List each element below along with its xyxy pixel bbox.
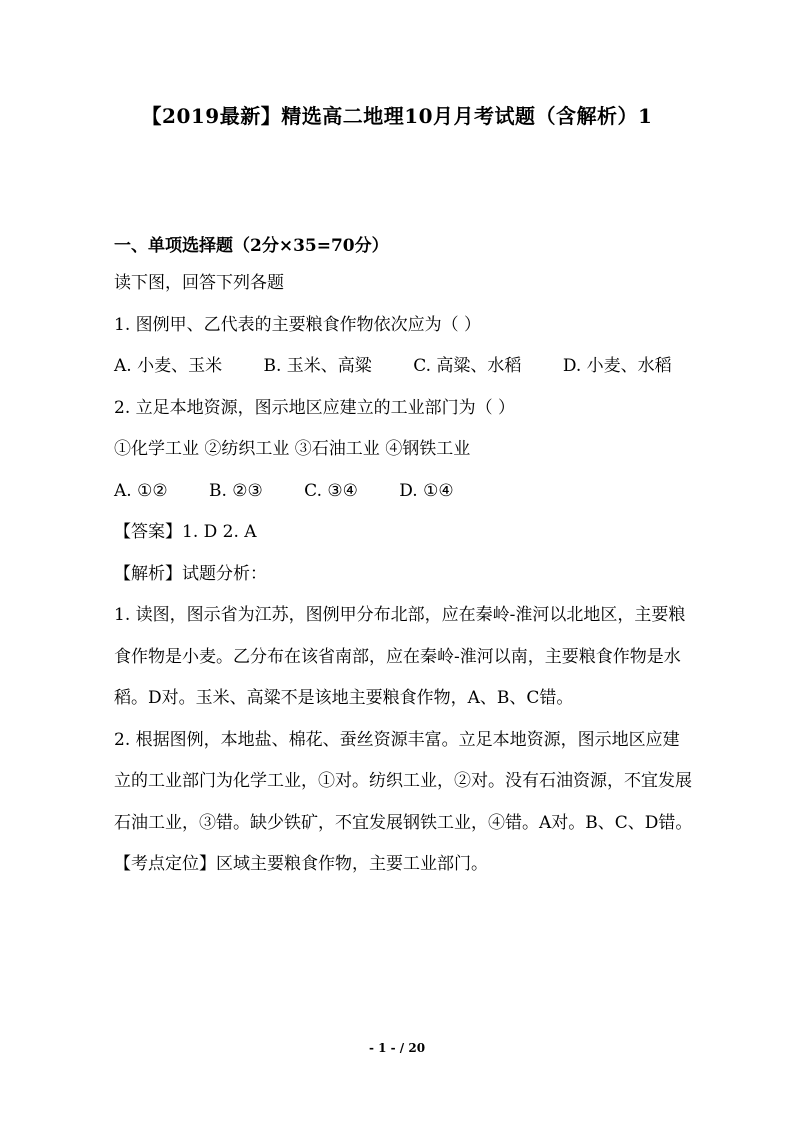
document-body xyxy=(114,263,696,886)
question-2-stem: 2. 立足本地资源，图示地区应建立的工业部门为（ ） xyxy=(114,397,516,418)
q2-option-c: C. ③④ xyxy=(304,480,358,501)
document-title: 【2019最新】精选高二地理10月月考试题（含解析）1 xyxy=(141,104,653,128)
q1-option-a: A. 小麦、玉米 xyxy=(114,356,223,376)
analysis-heading: 【解析】试题分析： xyxy=(114,563,267,584)
question-2-options xyxy=(114,471,696,513)
analysis-paragraph-2: 2. 根据图例，本地盐、棉花、蚕丝资源丰富。立足本地资源，图示地区应建立的工业部门为化学工业，①对。纺织工业，②对。没有石油资源，不宜发展石油工业，③错。缺少铁矿，不宜发展钢铁工业，④错。A对。B、C、D错。 xyxy=(114,729,693,833)
question-1-stem: 1. 图例甲、乙代表的主要粮食作物依次应为（ ） xyxy=(114,314,482,335)
q2-option-a: A. ①② xyxy=(114,480,168,501)
q1-option-c: C. 高粱、水稻 xyxy=(413,356,522,376)
section-heading: 一、单项选择题（2分×35=70分） xyxy=(114,236,389,256)
answer-line: 【答案】1. D 2. A xyxy=(114,522,257,542)
q1-option-d: D. 小麦、水稻 xyxy=(562,356,672,376)
question-1-options xyxy=(114,346,696,388)
page-number: - 1 - / 20 xyxy=(368,1041,426,1055)
intro-text: 读下图，回答下列各题 xyxy=(114,273,284,293)
q1-option-b: B. 玉米、高粱 xyxy=(263,356,372,376)
q2-option-b: B. ②③ xyxy=(208,480,263,501)
question-2-choices: ①化学工业 ②纺织工业 ③石油工业 ④钢铁工业 xyxy=(114,439,471,459)
kaodian-line: 【考点定位】区域主要粮食作物，主要工业部门。 xyxy=(114,854,488,874)
q2-option-d: D. ①④ xyxy=(399,480,454,501)
analysis-paragraph-1: 1. 读图，图示省为江苏，图例甲分布北部，应在秦岭-淮河以北地区，主要粮食作物是小麦。乙分布在该省南部，应在秦岭-淮河以南，主要粮食作物是水稻。D对。玉米、高粱不是该地主要粮食作物，A、B、C错。 xyxy=(114,605,686,708)
